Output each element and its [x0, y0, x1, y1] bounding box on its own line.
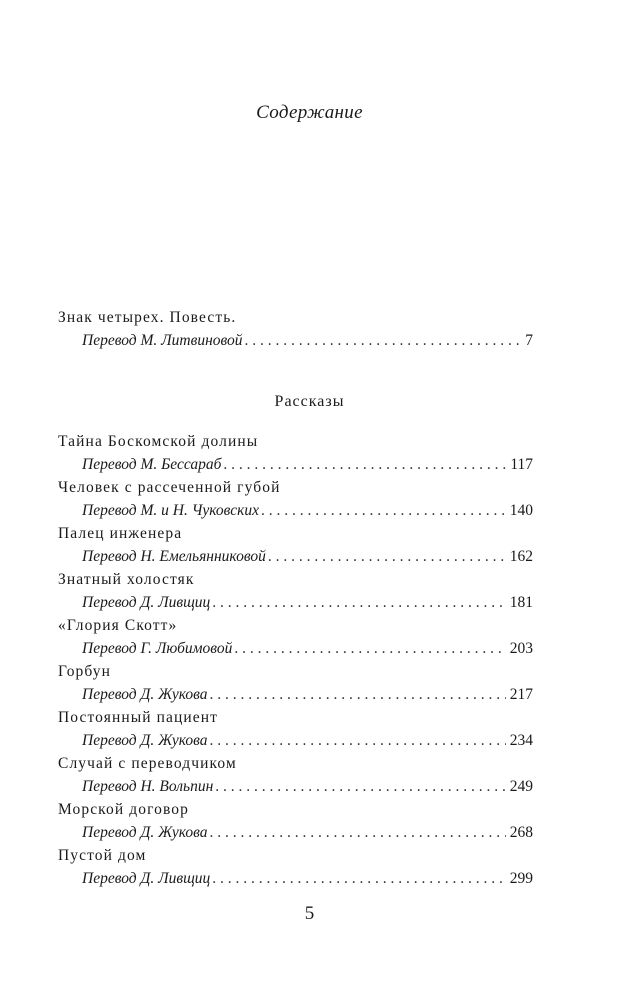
page-ref: 117	[510, 456, 533, 473]
translator: Перевод М. Бессараб	[82, 456, 222, 473]
toc-entry-story	[58, 800, 533, 843]
dot-leader	[210, 685, 506, 705]
page-ref: 249	[509, 778, 533, 795]
dot-leader	[215, 777, 505, 797]
page-title: Содержание	[256, 102, 363, 123]
entry-title: Палец инженера	[58, 525, 183, 542]
dot-leader	[268, 547, 506, 567]
page-number: 5	[304, 903, 315, 924]
dot-leader	[234, 639, 505, 659]
entry-title: Постоянный пациент	[58, 709, 219, 726]
dot-leader	[223, 455, 506, 475]
translator: Перевод М. и Н. Чуковских	[82, 502, 259, 519]
entry-title: «Глория Скотт»	[58, 617, 178, 634]
page-ref: 7	[525, 332, 533, 349]
translator: Перевод Н. Вольпин	[82, 778, 214, 795]
translator: Перевод Н. Емельянниковой	[82, 548, 266, 565]
entry-row	[82, 639, 533, 659]
translator: Перевод Д. Ливщиц	[82, 594, 211, 611]
toc-entry-story	[58, 524, 533, 567]
entry-title: Тайна Боскомской долины	[58, 433, 259, 450]
translator: Перевод Д. Жукова	[82, 732, 208, 749]
toc-entry-story	[58, 570, 533, 613]
toc-entry-story	[58, 616, 533, 659]
page-ref: 140	[509, 502, 533, 519]
translator: Перевод Д. Жукова	[82, 824, 208, 841]
entry-row	[82, 593, 533, 613]
entry-title: Горбун	[58, 663, 112, 680]
entry-row	[82, 731, 533, 751]
page-ref: 181	[509, 594, 533, 611]
entry-row	[82, 455, 533, 475]
dot-leader	[210, 731, 506, 751]
page-ref: 268	[509, 824, 533, 841]
section-heading: Рассказы	[274, 393, 345, 410]
entry-title: Знатный холостяк	[58, 571, 195, 588]
toc-entry-story	[58, 754, 533, 797]
entry-title: Пустой дом	[58, 847, 147, 864]
page-ref: 217	[509, 686, 533, 703]
entry-row	[82, 869, 533, 889]
toc-entry-story	[58, 846, 533, 889]
entry-title: Знак четырех. Повесть.	[58, 309, 237, 326]
entry-row	[82, 501, 533, 521]
page-ref: 299	[509, 870, 533, 887]
entry-row	[82, 823, 533, 843]
toc-entry-story	[58, 662, 533, 705]
translator: Перевод М. Литвиновой	[82, 332, 243, 349]
toc-entry-novel	[58, 308, 533, 351]
dot-leader	[212, 593, 505, 613]
translator: Перевод Г. Любимовой	[82, 640, 233, 657]
entry-row	[82, 685, 533, 705]
entry-title: Случай с переводчиком	[58, 755, 237, 772]
entry-row	[82, 331, 533, 351]
dot-leader	[245, 331, 522, 351]
entry-row	[82, 547, 533, 567]
page-ref: 162	[509, 548, 533, 565]
dot-leader	[210, 823, 506, 843]
translator: Перевод Д. Ливщиц	[82, 870, 211, 887]
toc-entry-story	[58, 708, 533, 751]
entry-row	[82, 777, 533, 797]
toc-entry-story	[58, 478, 533, 521]
translator: Перевод Д. Жукова	[82, 686, 208, 703]
dot-leader	[212, 869, 505, 889]
page-ref: 234	[509, 732, 533, 749]
entry-title: Человек с рассеченной губой	[58, 479, 281, 496]
dot-leader	[261, 501, 506, 521]
page-ref: 203	[509, 640, 533, 657]
entry-title: Морской договор	[58, 801, 190, 818]
toc-entry-story	[58, 432, 533, 475]
